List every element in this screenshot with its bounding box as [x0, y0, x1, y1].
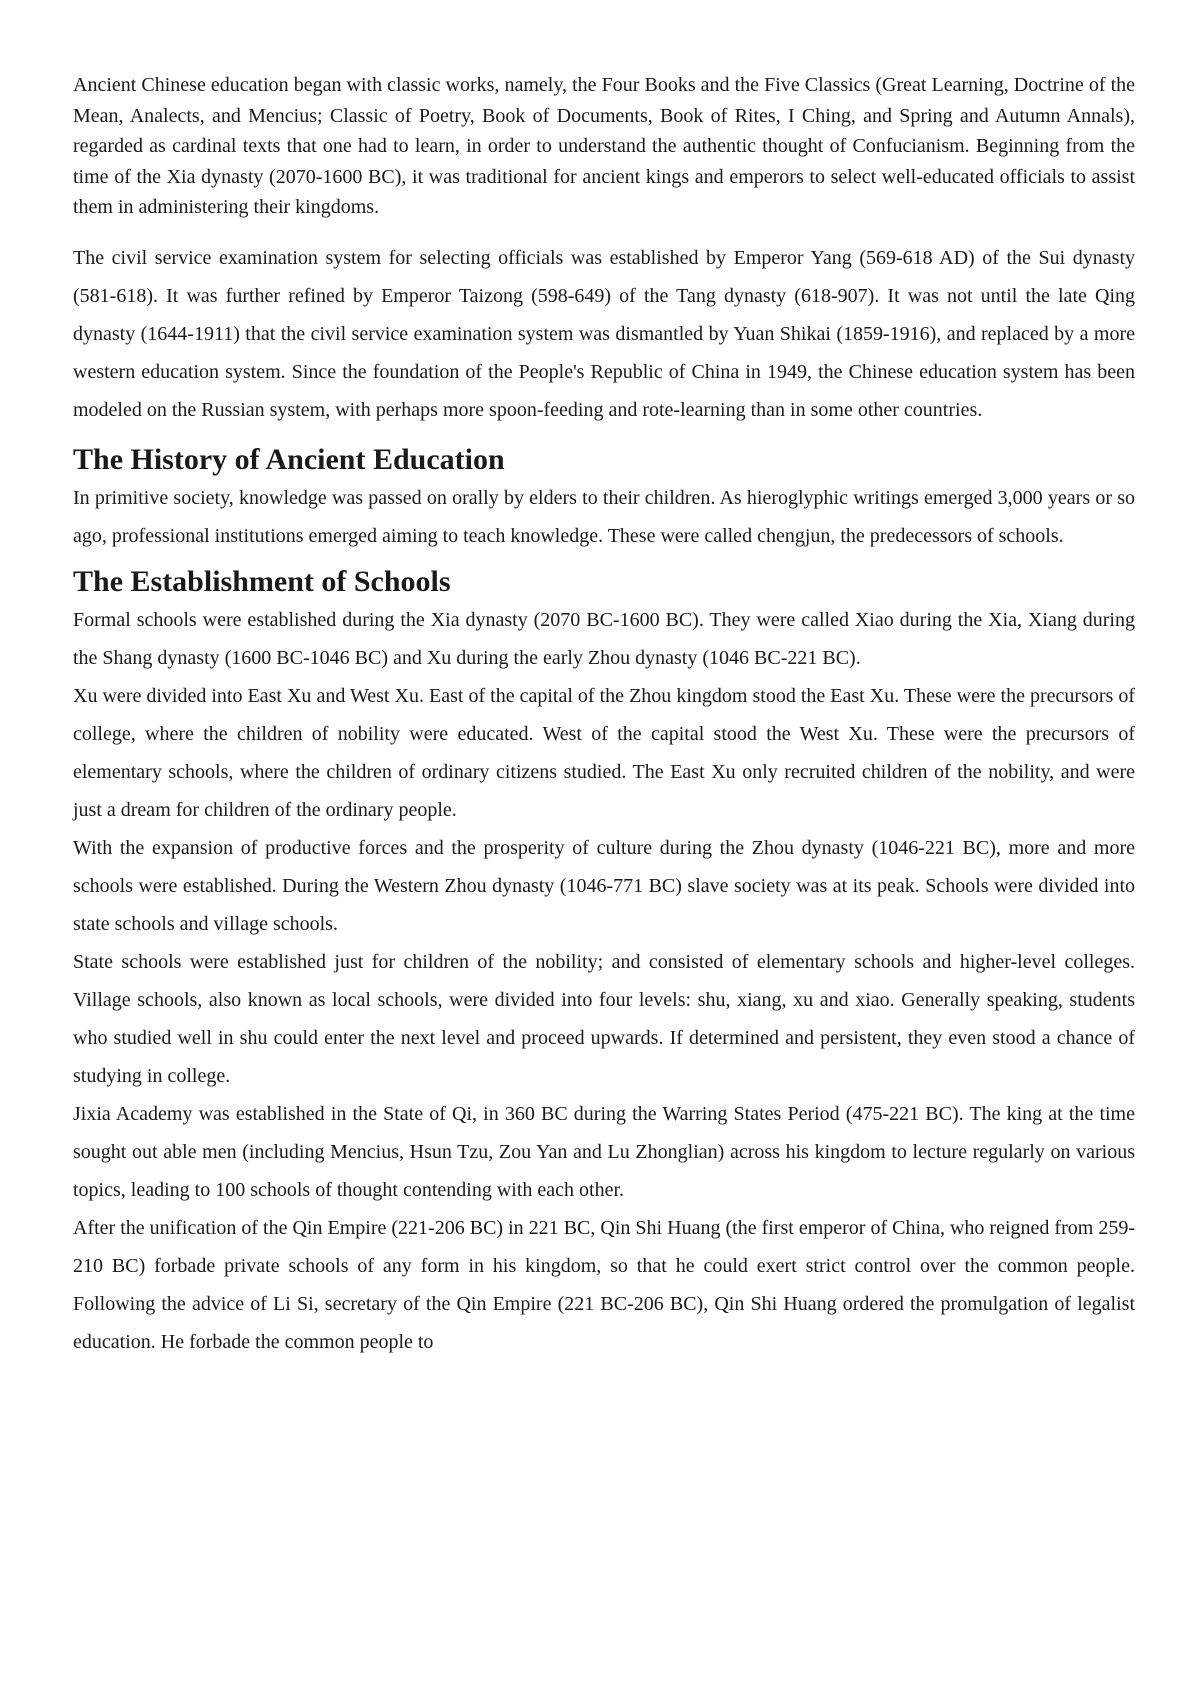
- document-page: [73, 70, 1135, 1361]
- section-spacer: [73, 555, 1135, 563]
- history-paragraph-1: In primitive society, knowledge was passed on orally by elders to their children. As hieroglyphic writings emerged 3,000 years or so ago, professional institutions emerged aiming to teach knowledge. These were called chengjun, the predecessors of schools.: [73, 486, 1135, 547]
- section-heading-establishment: The Establishment of Schools: [73, 564, 451, 598]
- establishment-paragraph-6: After the unification of the Qin Empire (221-206 BC) in 221 BC, Qin Shi Huang (the first emperor of China, who reigned from 259-210 BC) forbade private schools of any form in his kingdom, so that he could exert strict control over the common people. Following the advice of Li Si, secretary of the Qin Empire (221 BC-206 BC), Qin Shi Huang ordered the promulgation of legalist education. He forbade the common people to: [73, 1216, 1135, 1353]
- establishment-paragraph-2: Xu were divided into East Xu and West Xu. East of the capital of the Zhou kingdom stood the East Xu. These were the precursors of college, where the children of nobility were educated. West of the capital stood the West Xu. These were the precursors of elementary schools, where the children of ordinary citizens studied. The East Xu only recruited children of the nobility, and were just a dream for children of the ordinary people.: [73, 684, 1135, 821]
- intro-paragraph-2: The civil service examination system for selecting officials was established by Emperor Yang (569-618 AD) of the Sui dynasty (581-618). It was further refined by Emperor Taizong (598-649) of the Tang dynasty (618-907). It was not until the late Qing dynasty (1644-1911) that the civil service examination system was dismantled by Yuan Shikai (1859-1916), and replaced by a more western education system. Since the foundation of the People's Republic of China in 1949, the Chinese education system has been modeled on the Russian system, with perhaps more spoon-feeding and rote-learning than in some other countries.: [73, 246, 1135, 421]
- intro-paragraph-1: Ancient Chinese education began with classic works, namely, the Four Books and the Five Classics (Great Learning, Doctrine of the Mean, Analects, and Mencius; Classic of Poetry, Book of Documents, Book of Rites, I Ching, and Spring and Autumn Annals), regarded as cardinal texts that one had to learn, in order to understand the authentic thought of Confucianism. Beginning from the time of the Xia dynasty (2070-1600 BC), it was traditional for ancient kings and emperors to select well-educated officials to assist them in administering their kingdoms.: [73, 74, 1135, 218]
- establishment-paragraph-5: Jixia Academy was established in the State of Qi, in 360 BC during the Warring States Period (475-221 BC). The king at the time sought out able men (including Mencius, Hsun Tzu, Zou Yan and Lu Zhonglian) across his kingdom to lecture regularly on various topics, leading to 100 schools of thought contending with each other.: [73, 1102, 1135, 1201]
- establishment-paragraph-3: With the expansion of productive forces and the prosperity of culture during the Zhou dynasty (1046-221 BC), more and more schools were established. During the Western Zhou dynasty (1046-771 BC) slave society was at its peak. Schools were divided into state schools and village schools.: [73, 836, 1135, 935]
- section-establishment: [73, 563, 1135, 1361]
- section-history: [73, 441, 1135, 555]
- establishment-paragraph-4: State schools were established just for children of the nobility; and consisted of elementary schools and higher-level colleges. Village schools, also known as local schools, were divided into four levels: shu, xiang, xu and xiao. Generally speaking, students who studied well in shu could enter the next level and proceed upwards. If determined and persistent, they even stood a chance of studying in college.: [73, 950, 1135, 1087]
- establishment-paragraph-1: Formal schools were established during the Xia dynasty (2070 BC-1600 BC). They were called Xiao during the Xia, Xiang during the Shang dynasty (1600 BC-1046 BC) and Xu during the early Zhou dynasty (1046 BC-221 BC).: [73, 608, 1135, 669]
- section-heading-history: The History of Ancient Education: [73, 442, 505, 476]
